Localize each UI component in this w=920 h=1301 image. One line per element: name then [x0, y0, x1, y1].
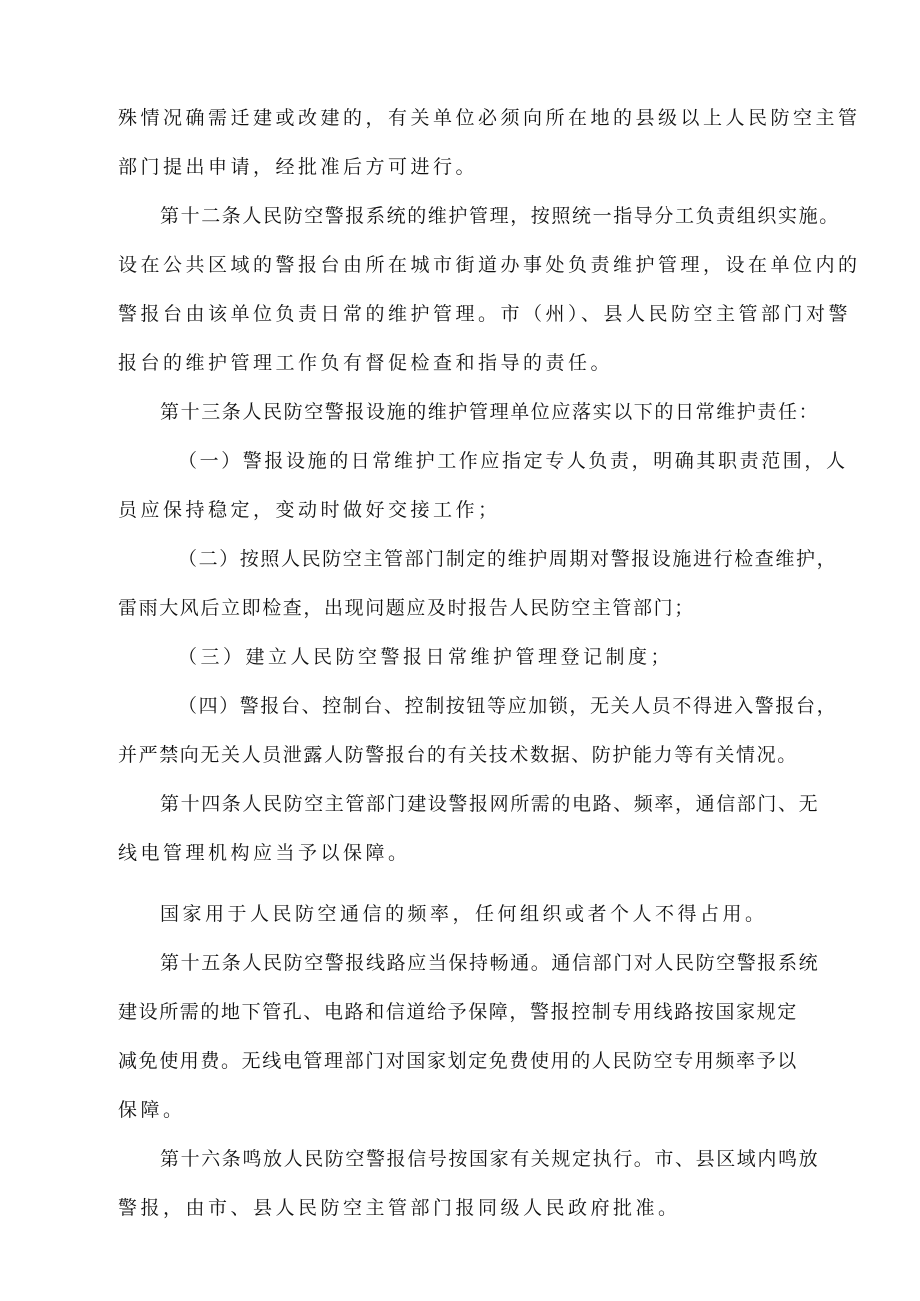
paragraph-line: 并严禁向无关人员泄露人防警报台的有关技术数据、防护能力等有关情况。 — [118, 744, 798, 766]
list-item-4-line: （四）警报台、控制台、控制按钮等应加锁，无关人员不得进入警报台， — [178, 695, 838, 717]
paragraph-line: 保障。 — [118, 1099, 186, 1121]
list-item-3-line: （三）建立人民防空警报日常维护管理登记制度； — [178, 646, 674, 668]
paragraph-line: 线电管理机构应当予以保障。 — [118, 842, 411, 864]
paragraph-line: 减免使用费。无线电管理部门对国家划定免费使用的人民防空专用频率予以 — [118, 1050, 798, 1072]
list-item-2-line: （二）按照人民防空主管部门制定的维护周期对警报设施进行检查维护， — [178, 548, 838, 570]
paragraph-line: 员应保持稳定，变动时做好交接工作； — [118, 499, 501, 521]
paragraph-line: 殊情况确需迁建或改建的，有关单位必须向所在地的县级以上人民防空主管 — [118, 107, 861, 129]
paragraph-line: 部门提出申请，经批准后方可进行。 — [118, 156, 479, 178]
article-15-line: 第十五条人民防空警报线路应当保持畅通。通信部门对人民防空警报系统 — [160, 952, 820, 974]
paragraph-line: 国家用于人民防空通信的频率，任何组织或者个人不得占用。 — [160, 903, 768, 925]
paragraph-line: 警报，由市、县人民防空主管部门报同级人民政府批准。 — [118, 1197, 681, 1219]
article-16-line: 第十六条鸣放人民防空警报信号按国家有关规定执行。市、县区域内鸣放 — [160, 1148, 820, 1170]
article-12-line: 第十二条人民防空警报系统的维护管理，按照统一指导分工负责组织实施。 — [160, 205, 840, 227]
paragraph-line: 警报台由该单位负责日常的维护管理。市（州）、县人民防空主管部门对警 — [118, 303, 852, 325]
paragraph-line: 设在公共区域的警报台由所在城市街道办事处负责维护管理，设在单位内的 — [118, 254, 861, 276]
article-13-line: 第十三条人民防空警报设施的维护管理单位应落实以下的日常维护责任： — [160, 401, 820, 423]
article-14-line: 第十四条人民防空主管部门建设警报网所需的电路、频率，通信部门、无 — [160, 793, 820, 815]
paragraph-line: 建设所需的地下管孔、电路和信道给予保障，警报控制专用线路按国家规定 — [118, 1001, 798, 1023]
paragraph-line: 雷雨大风后立即检查，出现问题应及时报告人民防空主管部门； — [118, 597, 695, 619]
paragraph-line: 报台的维护管理工作负有督促检查和指导的责任。 — [118, 352, 614, 374]
list-item-1-line: （一）警报设施的日常维护工作应指定专人负责，明确其职责范围，人 — [178, 450, 848, 472]
